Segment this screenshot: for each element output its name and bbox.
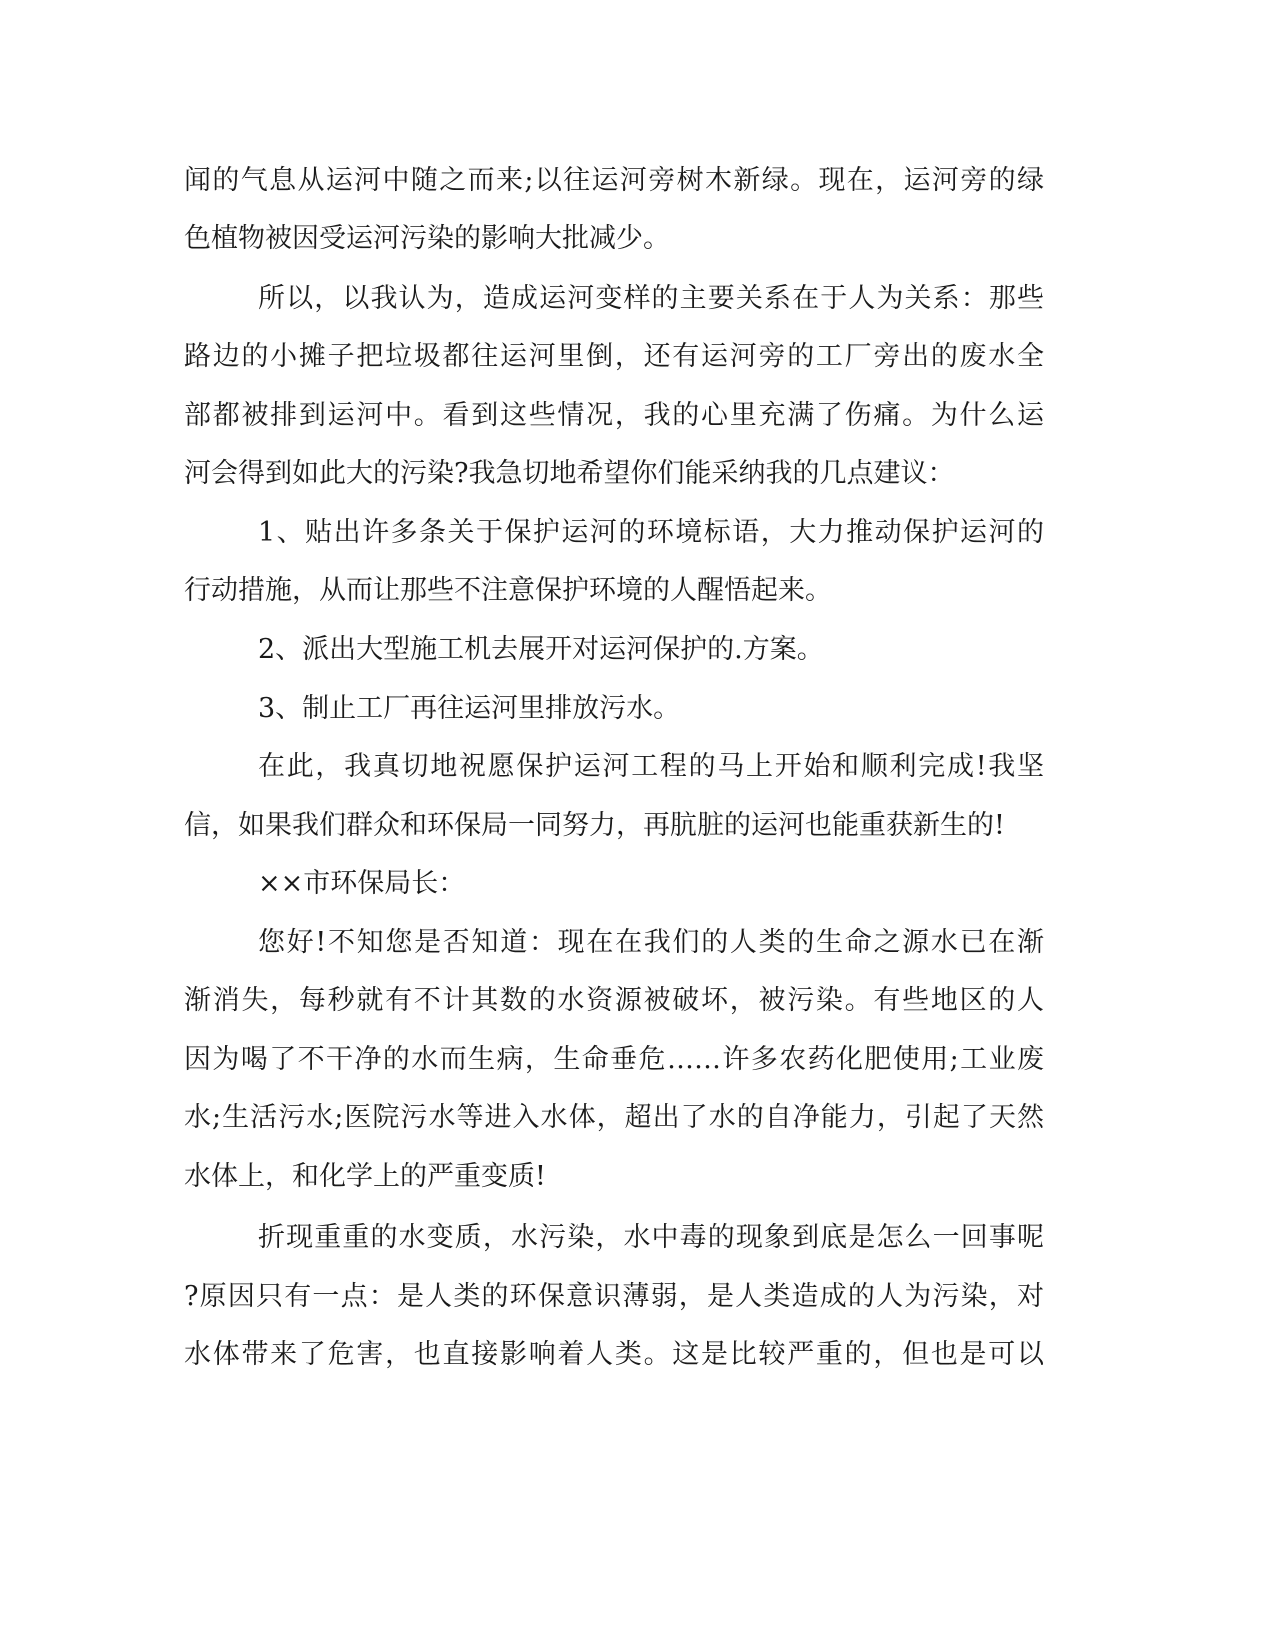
text-line: 水体上，和化学上的严重变质! [184, 1161, 546, 1192]
letter-salutation: ××市环保局长： [258, 868, 466, 899]
list-item-1: 1、贴出许多条关于保护运河的环境标语，大力推动保护运河的 [258, 517, 1044, 548]
list-item-3: 3、制止工厂再往运河里排放污水。 [258, 693, 681, 724]
text-line: 水体带来了危害，也直接影响着人类。这是比较严重的，但也是可以 [184, 1339, 1044, 1370]
text-line: 因为喝了不干净的水而生病，生命垂危……许多农药化肥使用;工业废 [184, 1044, 1044, 1075]
paragraph-first-line: 在此，我真切地祝愿保护运河工程的马上开始和顺利完成!我坚 [258, 751, 1044, 782]
text-line: 路边的小摊子把垃圾都往运河里倒，还有运河旁的工厂旁出的废水全 [184, 341, 1044, 372]
text-line: 闻的气息从运河中随之而来;以往运河旁树木新绿。现在，运河旁的绿 [184, 165, 1044, 196]
text-line: 色植物被因受运河污染的影响大批减少。 [184, 223, 670, 254]
text-line: ?原因只有一点：是人类的环保意识薄弱，是人类造成的人为污染，对 [184, 1281, 1044, 1312]
text-line: 信，如果我们群众和环保局一同努力，再肮脏的运河也能重获新生的! [184, 810, 1005, 841]
text-line: 水;生活污水;医院污水等进入水体，超出了水的自净能力，引起了天然 [184, 1102, 1044, 1133]
text-line: 部都被排到运河中。看到这些情况，我的心里充满了伤痛。为什么运 [184, 400, 1044, 431]
text-line: 渐消失，每秒就有不计其数的水资源被破坏，被污染。有些地区的人 [184, 985, 1044, 1016]
list-item-2: 2、派出大型施工机去展开对运河保护的.方案。 [258, 634, 824, 665]
paragraph-first-line: 所以，以我认为，造成运河变样的主要关系在于人为关系：那些 [258, 283, 1044, 314]
paragraph-first-line: 折现重重的水变质，水污染，水中毒的现象到底是怎么一回事呢 [258, 1222, 1044, 1253]
text-line: 行动措施，从而让那些不注意保护环境的人醒悟起来。 [184, 575, 832, 606]
paragraph-first-line: 您好!不知您是否知道：现在在我们的人类的生命之源水已在渐 [258, 927, 1044, 958]
text-line: 河会得到如此大的污染?我急切地希望你们能采纳我的几点建议： [184, 458, 955, 489]
